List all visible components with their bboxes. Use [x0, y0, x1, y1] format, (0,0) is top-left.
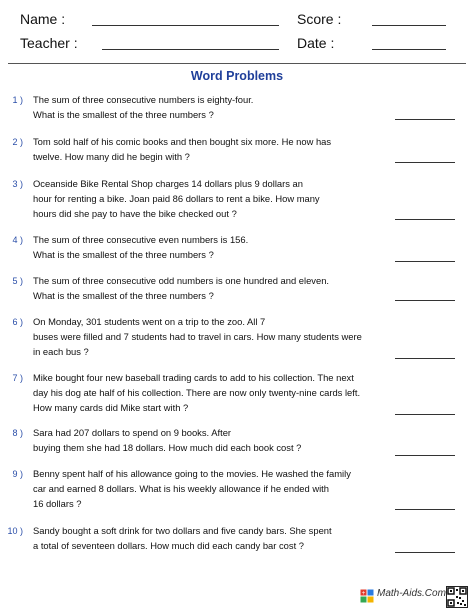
- problem-number: 7 ): [12, 373, 23, 383]
- problem-number: 10 ): [7, 526, 23, 536]
- problem-text: Mike bought four new baseball trading cards to add to his collection. The next day his dog ate half of his collection. There are now only twenty-nine cards left. How many cards did Mike start with ?: [33, 372, 361, 413]
- date-field[interactable]: [372, 49, 446, 50]
- answer-line[interactable]: [395, 414, 455, 415]
- name-label: Name :: [20, 11, 66, 27]
- score-label: Score :: [297, 11, 342, 27]
- answer-line[interactable]: [395, 219, 455, 220]
- answer-line[interactable]: [395, 509, 455, 510]
- logo-text[interactable]: Math-Aids.Com: [377, 588, 446, 599]
- problem-text: Tom sold half of his comic books and then bought six more. He now has twelve. How many did he begin with ?: [33, 136, 332, 162]
- problem-text: Oceanside Bike Rental Shop charges 14 dollars plus 9 dollars an hour for renting a bike. Joan paid 86 dollars to rent a bike. How many hours did she pay to have the bike checked out ?: [33, 178, 320, 219]
- score-field[interactable]: [372, 25, 446, 26]
- answer-line[interactable]: [395, 261, 455, 262]
- problem-number: 4 ): [12, 235, 23, 245]
- answer-line[interactable]: [395, 358, 455, 359]
- problem-number: 2 ): [12, 137, 23, 147]
- name-field[interactable]: [92, 25, 279, 26]
- answer-line[interactable]: [395, 162, 455, 163]
- problem-text: The sum of three consecutive odd numbers is one hundred and eleven. What is the smallest of the three numbers ?: [33, 275, 330, 301]
- problem-text: The sum of three consecutive numbers is eighty-four. What is the smallest of the three numbers ?: [33, 94, 254, 120]
- answer-line[interactable]: [395, 552, 455, 553]
- answer-line[interactable]: [395, 300, 455, 301]
- problem-text: Sandy bought a soft drink for two dollars and five candy bars. She spent a total of seventeen dollars. How much did each candy bar cost ?: [33, 525, 332, 551]
- problem-text: Sara had 207 dollars to spend on 9 books. After buying them she had 18 dollars. How much did each book cost ?: [33, 427, 302, 453]
- date-label: Date :: [297, 35, 335, 51]
- problem-text: Benny spent half of his allowance going to the movies. He washed the family car and earned 8 dollars. What is his weekly allowance if he ended with 16 dollars ?: [33, 468, 351, 509]
- math-aids-logo-icon: [360, 589, 374, 603]
- problem-number: 5 ): [12, 276, 23, 286]
- problem-text: On Monday, 301 students went on a trip to the zoo. All 7 buses were filled and 7 students had to travel in cars. How many students were in each bus ?: [33, 316, 362, 357]
- problem-number: 1 ): [12, 95, 23, 105]
- qr-code-icon: [446, 586, 468, 608]
- header-divider: [8, 63, 466, 64]
- problem-text: The sum of three consecutive even numbers is 156. What is the smallest of the three numbers ?: [33, 234, 249, 260]
- problem-number: 8 ): [12, 428, 23, 438]
- problem-number: 6 ): [12, 317, 23, 327]
- problem-number: 3 ): [12, 179, 23, 189]
- worksheet-title: Word Problems: [190, 69, 284, 83]
- teacher-field[interactable]: [102, 49, 279, 50]
- problem-number: 9 ): [12, 469, 23, 479]
- answer-line[interactable]: [395, 455, 455, 456]
- svg-text:+: +: [361, 590, 366, 597]
- answer-line[interactable]: [395, 119, 455, 120]
- teacher-label: Teacher :: [20, 35, 78, 51]
